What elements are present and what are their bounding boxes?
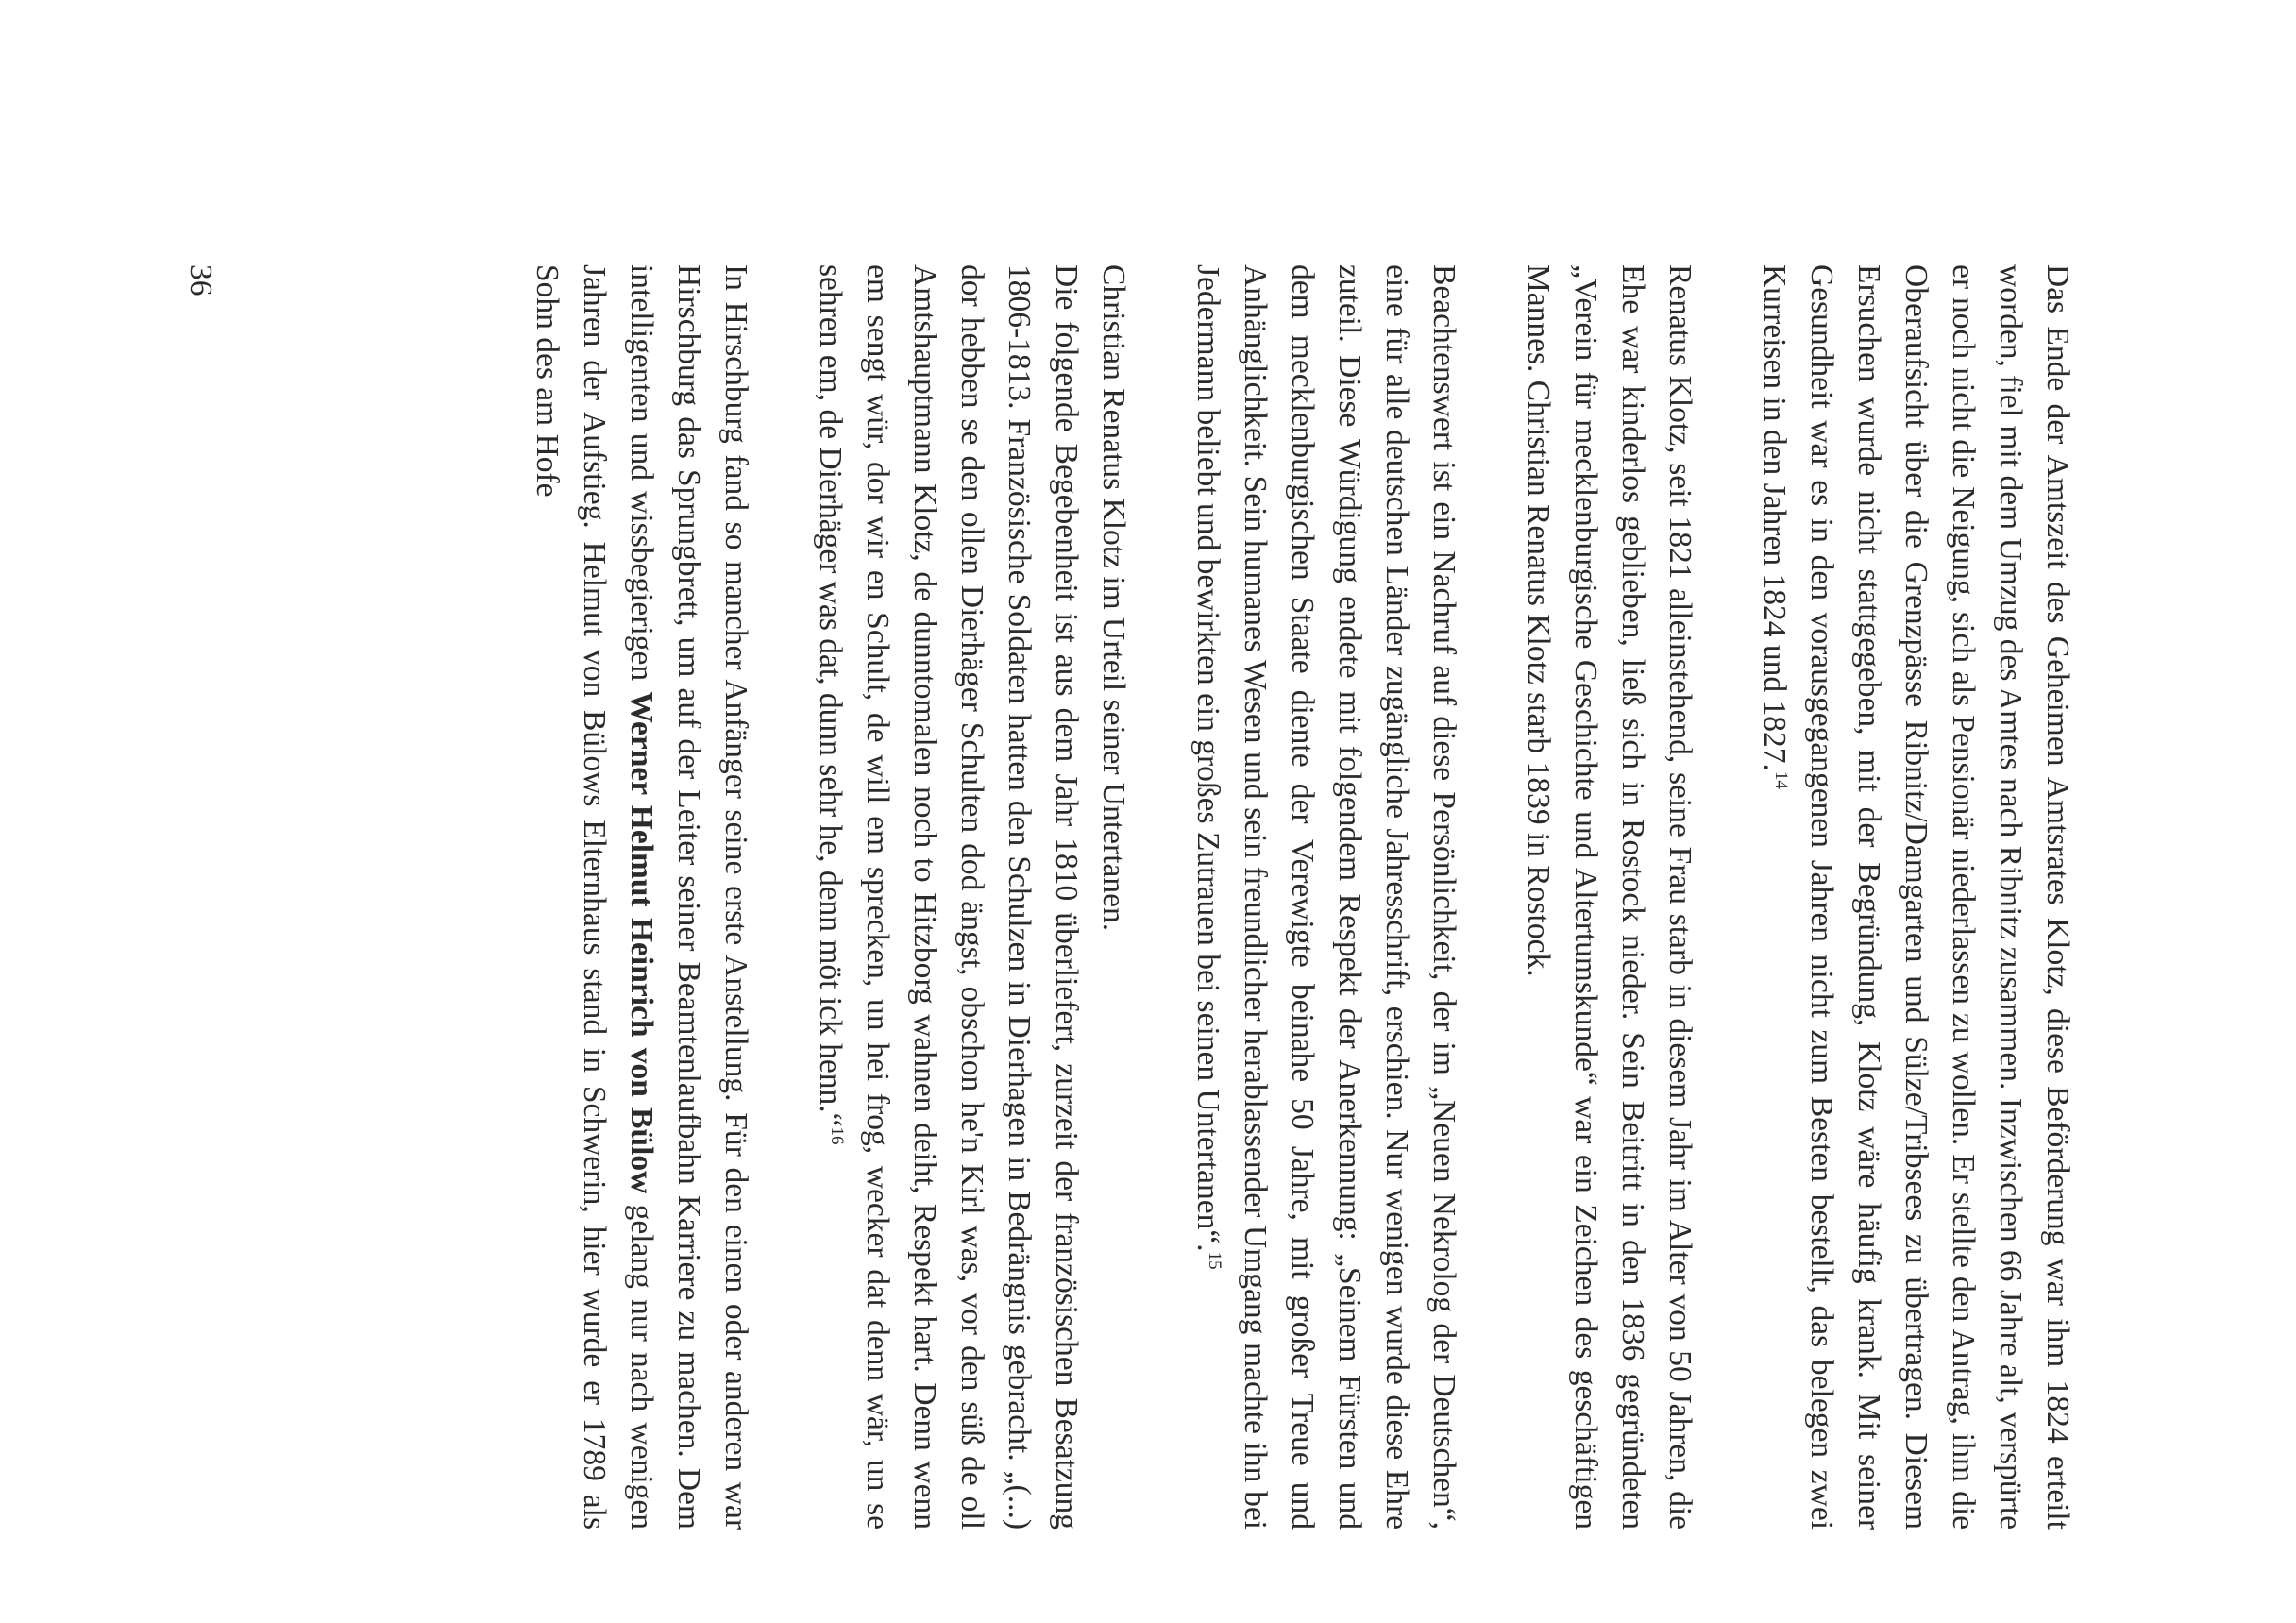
paragraph-nachruf <box>1184 264 1467 1530</box>
footnote-ref: 15 <box>1205 1251 1225 1270</box>
paragraph-gap <box>1467 264 1514 1530</box>
paragraph-rostock <box>1514 264 1703 1530</box>
paragraph-text: Die folgende Begebenheit ist aus dem Jahr 1810 überliefert, zurzeit der französischen Besatzung 1806-1813. Französische Soldaten hatten den Schulzen in Dierhagen in Bedrängnis gebracht. „(...) dor hebben se den ollen Dierhäger Schulten dod ängst, obschon he'n Kirl was, vor den süß de oll Amtshauptmann Klotz, de dunntomalen noch to Hitzborg wahnen deiht, Respekt hart. Denn wenn em sengt wür, dor wir en Schult, de will em sprecken, un hei frog, wecker dat denn wär, un se sehren em, de Dierhäger was dat, dunn sehr he, denn möt ick henn.“ <box>813 264 1084 1530</box>
paragraph-text: Renatus Klotz, seit 1821 alleinstehend, seine Frau starb in diesem Jahr im Alter von 50 Jahren, die Ehe war kinderlos geblieben, ließ sich in Rostock nieder. Sein Beitritt in den 1836 gegründeten „Verein für mecklenburgische Geschichte und Altertumskunde“ war ein Zeichen des geschäftigen Mannes. Christian Renatus Klotz starb 1839 in Rostock. <box>1521 264 1697 1530</box>
footnote-ref: 14 <box>1771 770 1792 789</box>
footnote-ref: 16 <box>827 1126 848 1145</box>
paragraph-begebenheit <box>806 264 1089 1530</box>
paragraph-text: Beachtenswert ist ein Nachruf auf diese Persönlichkeit, der im „Neuen Nekrolog der Deutschen“, eine für alle deutschen Länder zugängliche Jahresschrift, erschien. Nur wenigen wurde diese Ehre zuteil. Diese Würdigung endete mit folgendem Respekt der Anerkennung: „Seinem Fürsten und dem mecklenburgischen Staate diente der Verewigte beinahe 50 Jahre, mit großer Treue und Anhänglichkeit. Sein humanes Wesen und sein freundlicher herablassender Umgang machte ihn bei Jedermann beliebt und bewirkten ein großes Zutrauen bei seinen Untertanen“. <box>1190 264 1461 1530</box>
paragraph-gap <box>1703 264 1750 1530</box>
page-number: 36 <box>183 264 218 296</box>
page-text <box>523 264 2081 1530</box>
paragraph-text: gelang nur nach wenigen Jahren der Aufstieg. Helmut von Bülows Elternhaus stand in Schwerin, hier wurde er 1789 als Sohn des am Hofe <box>530 264 659 1530</box>
paragraph-amtszeit-ende <box>1750 264 2081 1530</box>
paragraph-text: Das Ende der Amtszeit des Geheimen Amtsrates Klotz, diese Beförderung war ihm 1824 erteilt worden, fiel mit dem Umzug des Amtes nach Ribnitz zusammen. Inzwischen 66 Jahre alt, verspürte er noch nicht die Neigung, sich als Pensionär niederlassen zu wollen. Er stellte den Antrag, ihm die Oberaufsicht über die Grenzpässe Ribnitz/Damgarten und Sülze/Tribsees zu übertragen. Diesem Ersuchen wurde nicht stattgegeben, mit der Begründung, Klotz wäre häufig krank. Mit seiner Gesundheit war es in den vorausgegangenen Jahren nicht zum Besten bestellt, das belegen zwei Kurreisen in den Jahren 1824 und 1827. <box>1757 264 2075 1530</box>
paragraph-hirschburg <box>523 264 759 1530</box>
person-name: Werner Helmut Heinrich von Bülow <box>624 691 659 1194</box>
section-heading: Christian Renatus Klotz im Urteil seiner Untertanen. <box>1096 264 1131 932</box>
paragraph-gap <box>759 264 806 1530</box>
paragraph-text: In Hirschburg fand so mancher Anfänger seine erste Anstellung. Für den einen oder anderen war Hirschburg das Sprungbrett, um auf der Leiter seiner Beamtenlaufbahn Karriere zu machen. Dem intelligenten und wissbegierigen <box>624 264 753 1530</box>
paragraph-gap <box>1137 264 1184 1530</box>
